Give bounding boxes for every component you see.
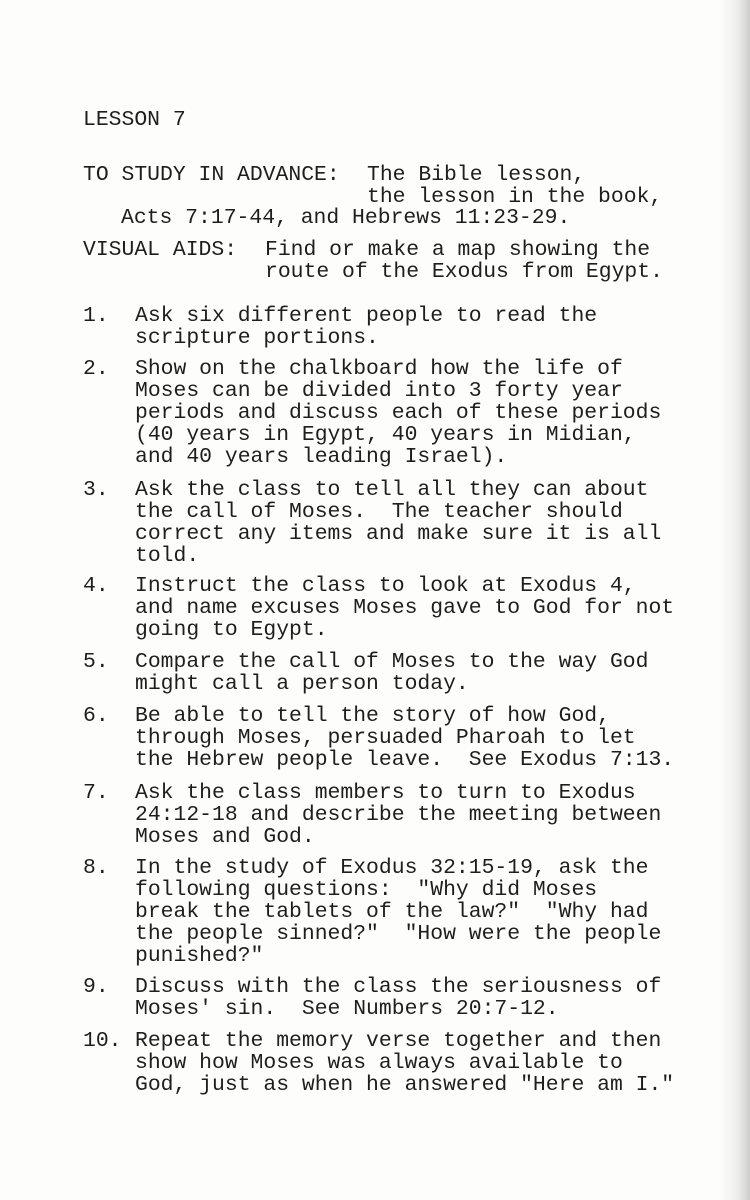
item-line: (40 years in Egypt, 40 years in Midian, (135, 423, 636, 447)
item-number: 10. (83, 1029, 122, 1053)
item-line: the people sinned?" "How were the people (135, 922, 662, 946)
item-line: In the study of Exodus 32:15-19, ask the (135, 856, 649, 880)
item-line: 24:12-18 and describe the meeting between (135, 803, 662, 827)
item-line: Moses' sin. See Numbers 20:7-12. (135, 997, 559, 1021)
item-line: and name excuses Moses gave to God for not (135, 596, 675, 620)
item-number: 9. (83, 975, 109, 999)
visual-label: VISUAL AIDS: (83, 238, 238, 262)
item-line: scripture portions. (135, 326, 379, 350)
item-line: Compare the call of Moses to the way God (135, 650, 649, 674)
item-text (135, 358, 661, 468)
item-number: 3. (83, 478, 109, 502)
item-number: 2. (83, 357, 109, 381)
item-line: Discuss with the class the seriousness of (135, 975, 662, 999)
item-text (135, 705, 674, 771)
item-line: through Moses, persuaded Pharoah to let (135, 726, 636, 750)
item-line: Moses and God. (135, 825, 315, 849)
item-text (135, 782, 661, 848)
item-line: Instruct the class to look at Exodus 4, (135, 574, 636, 598)
item-text (135, 575, 674, 641)
item-line: might call a person today. (135, 672, 469, 696)
item-line: Moses can be divided into 3 forty year (135, 379, 623, 403)
study-line: Acts 7:17-44, and Hebrews 11:23-29. (121, 206, 571, 230)
item-text (135, 976, 661, 1020)
item-text (135, 1030, 674, 1096)
item-line: Be able to tell the story of how God, (135, 704, 610, 728)
item-text (135, 479, 661, 567)
scan-edge-shadow (720, 0, 750, 1200)
study-label: TO STUDY IN ADVANCE: (83, 163, 340, 187)
item-line: correct any items and make sure it is all (135, 522, 662, 546)
item-number: 4. (83, 574, 109, 598)
item-number: 6. (83, 704, 109, 728)
item-line: periods and discuss each of these periods (135, 401, 662, 425)
item-number: 7. (83, 781, 109, 805)
item-line: Repeat the memory verse together and then (135, 1029, 662, 1053)
item-number: 1. (83, 304, 109, 328)
lesson-title: LESSON 7 (83, 108, 186, 132)
item-line: going to Egypt. (135, 618, 328, 642)
item-text (135, 651, 648, 695)
item-line: show how Moses was always available to (135, 1051, 623, 1075)
item-line: punished?" (135, 944, 264, 968)
item-line: following questions: "Why did Moses (135, 878, 598, 902)
item-number: 8. (83, 856, 109, 880)
item-line: and 40 years leading Israel). (135, 445, 508, 469)
item-line: Ask the class members to turn to Exodus (135, 781, 636, 805)
item-line: God, just as when he answered "Here am I." (135, 1073, 675, 1097)
study-line: The Bible lesson, (367, 163, 586, 187)
item-line: the Hebrew people leave. See Exodus 7:13. (135, 748, 675, 772)
item-line: Show on the chalkboard how the life of (135, 357, 623, 381)
visual-line: Find or make a map showing the (265, 238, 651, 262)
item-line: Ask six different people to read the (135, 304, 598, 328)
visual-line: route of the Exodus from Egypt. (265, 260, 663, 284)
item-number: 5. (83, 650, 109, 674)
item-line: break the tablets of the law?" "Why had (135, 900, 649, 924)
study-line: the lesson in the book, (367, 185, 663, 209)
item-line: Ask the class to tell all they can about (135, 478, 649, 502)
item-line: told. (135, 544, 200, 568)
item-line: the call of Moses. The teacher should (135, 500, 623, 524)
item-text (135, 305, 597, 349)
item-text (135, 857, 661, 967)
